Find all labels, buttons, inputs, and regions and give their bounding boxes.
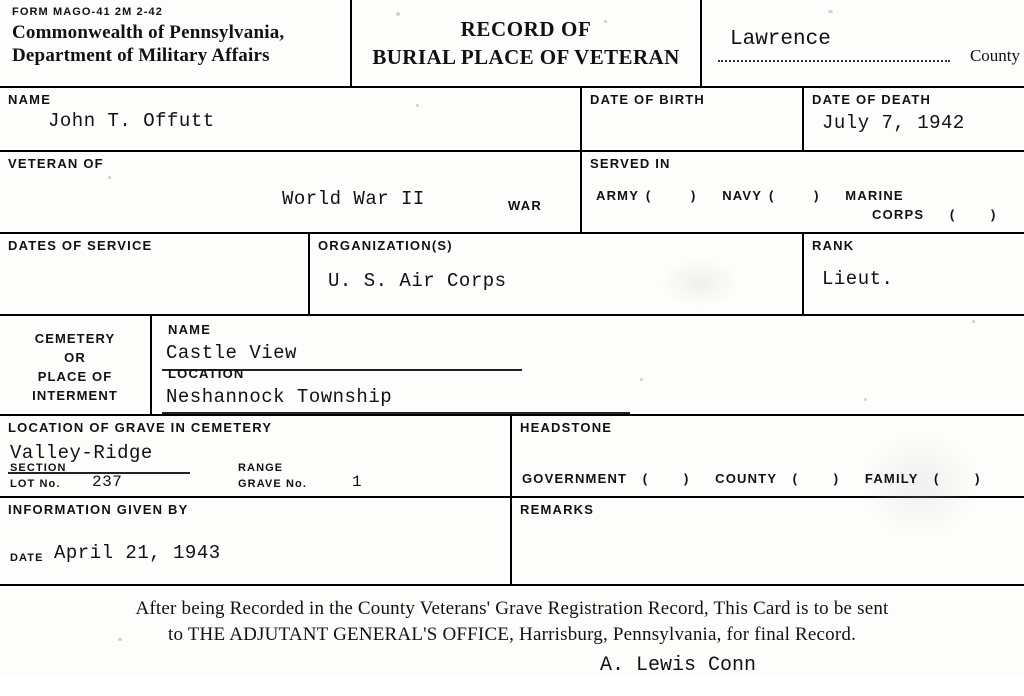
signature-value: A. Lewis Conn	[600, 654, 757, 677]
organization-cell	[310, 234, 804, 314]
veteran-of-label: VETERAN OF	[8, 156, 104, 171]
date-of-death-label: DATE OF DEATH	[812, 92, 932, 107]
name-label: NAME	[8, 92, 52, 107]
form-title-line-2: BURIAL PLACE OF VETERAN	[372, 44, 680, 69]
range-label: RANGE	[238, 462, 284, 474]
footer-block	[0, 586, 1024, 696]
grave-location-label: LOCATION OF GRAVE IN CEMETERY	[8, 420, 273, 435]
rank-value: Lieut.	[822, 268, 894, 290]
grave-row	[0, 416, 1024, 498]
cemetery-location-value: Neshannock Township	[166, 386, 393, 408]
form-header	[0, 0, 1024, 88]
branch-corps-open-paren: (	[949, 207, 956, 222]
agency-line-2: Department of Military Affairs	[12, 45, 270, 67]
section-label: SECTION	[10, 462, 67, 474]
grave-location-value: Valley-Ridge	[10, 442, 153, 464]
date-value: April 21, 1943	[54, 542, 221, 564]
headstone-county-label: COUNTY	[715, 471, 777, 486]
headstone-government-close-paren: )	[683, 471, 690, 486]
date-of-death-value: July 7, 1942	[822, 112, 965, 134]
dates-of-service-cell	[0, 234, 310, 314]
grave-number-label: GRAVE No.	[238, 478, 307, 490]
information-given-by-label: INFORMATION GIVEN BY	[8, 502, 189, 517]
headstone-family-label: FAMILY	[864, 471, 919, 486]
organization-label: ORGANIZATION(S)	[318, 238, 453, 253]
cemetery-name-label: NAME	[168, 322, 212, 337]
headstone-cell	[512, 416, 1024, 496]
headstone-county-open-paren: (	[792, 471, 799, 486]
served-in-cell	[582, 152, 1024, 232]
footer-line-1: After being Recorded in the County Veterans' Grave Registration Record, This Card is to be sent	[135, 598, 889, 619]
dates-of-service-label: DATES OF SERVICE	[8, 238, 153, 253]
branch-navy-label: NAVY	[722, 188, 763, 203]
organization-row	[0, 234, 1024, 316]
headstone-options	[522, 471, 981, 486]
date-label: DATE	[10, 552, 44, 564]
war-value: World War II	[282, 188, 425, 210]
branch-options	[596, 188, 906, 203]
cemetery-label-line-3: PLACE OF	[37, 368, 113, 384]
agency-line-1: Commonwealth of Pennsylvania,	[12, 22, 285, 43]
branch-marine-label: MARINE	[845, 188, 904, 203]
cemetery-label-line-1: CEMETERY	[34, 331, 116, 346]
county-label: County	[969, 46, 1020, 65]
branch-army-label: ARMY	[596, 188, 640, 203]
date-of-death-cell	[804, 88, 1024, 150]
branch-army-open-paren: (	[645, 188, 652, 203]
branch-army-close-paren: )	[691, 188, 697, 203]
headstone-label: HEADSTONE	[520, 420, 613, 435]
war-label: WAR	[508, 198, 542, 213]
cemetery-label-line-2: OR	[64, 349, 86, 365]
branch-corps-close-paren: )	[991, 207, 997, 222]
grave-location-cell	[0, 416, 512, 496]
information-given-by-cell	[0, 498, 512, 584]
form-title-block	[352, 0, 702, 86]
remarks-cell	[512, 498, 1024, 584]
cemetery-label-line-4: INTERMENT	[32, 387, 118, 403]
headstone-county-close-paren: )	[833, 471, 840, 486]
branch-corps-label: CORPS	[872, 207, 925, 222]
headstone-government-label: GOVERNMENT	[522, 471, 628, 486]
service-row	[0, 152, 1024, 234]
grave-number-value: 1	[352, 473, 363, 491]
lot-label: LOT No.	[10, 478, 61, 490]
cemetery-block-label	[0, 316, 152, 414]
county-block	[702, 0, 1024, 86]
county-dotted-rule	[718, 60, 950, 62]
information-row	[0, 498, 1024, 586]
form-number: FORM MAGO-41 2M 2-42	[12, 6, 163, 18]
veteran-of-cell	[0, 152, 582, 232]
headstone-family-open-paren: (	[933, 471, 940, 486]
rank-label: RANK	[812, 238, 855, 253]
remarks-label: REMARKS	[520, 502, 595, 517]
cemetery-name-value: Castle View	[166, 342, 297, 364]
cemetery-details-cell	[152, 316, 1024, 414]
headstone-government-open-paren: (	[642, 471, 649, 486]
branch-corps-row	[872, 207, 997, 222]
date-of-birth-cell	[582, 88, 804, 150]
agency-block	[0, 0, 352, 86]
cemetery-location-rule	[162, 412, 630, 414]
cemetery-row	[0, 316, 1024, 416]
organization-value: U. S. Air Corps	[328, 270, 507, 292]
identity-row	[0, 88, 1024, 152]
headstone-family-close-paren: )	[975, 471, 981, 486]
lot-value: 237	[92, 473, 123, 491]
name-cell	[0, 88, 582, 150]
rank-cell	[804, 234, 1024, 314]
name-value: John T. Offutt	[48, 110, 215, 132]
branch-navy-open-paren: (	[768, 188, 775, 203]
form-title-line-1: RECORD OF	[460, 16, 592, 41]
cemetery-location-label: LOCATION	[168, 366, 245, 381]
branch-navy-close-paren: )	[814, 188, 820, 203]
served-in-label: SERVED IN	[590, 156, 671, 171]
footer-line-2: to THE ADJUTANT GENERAL'S OFFICE, Harrisburg, Pennsylvania, for final Record.	[167, 623, 857, 645]
county-value: Lawrence	[730, 28, 831, 51]
date-of-birth-label: DATE OF BIRTH	[590, 92, 706, 107]
